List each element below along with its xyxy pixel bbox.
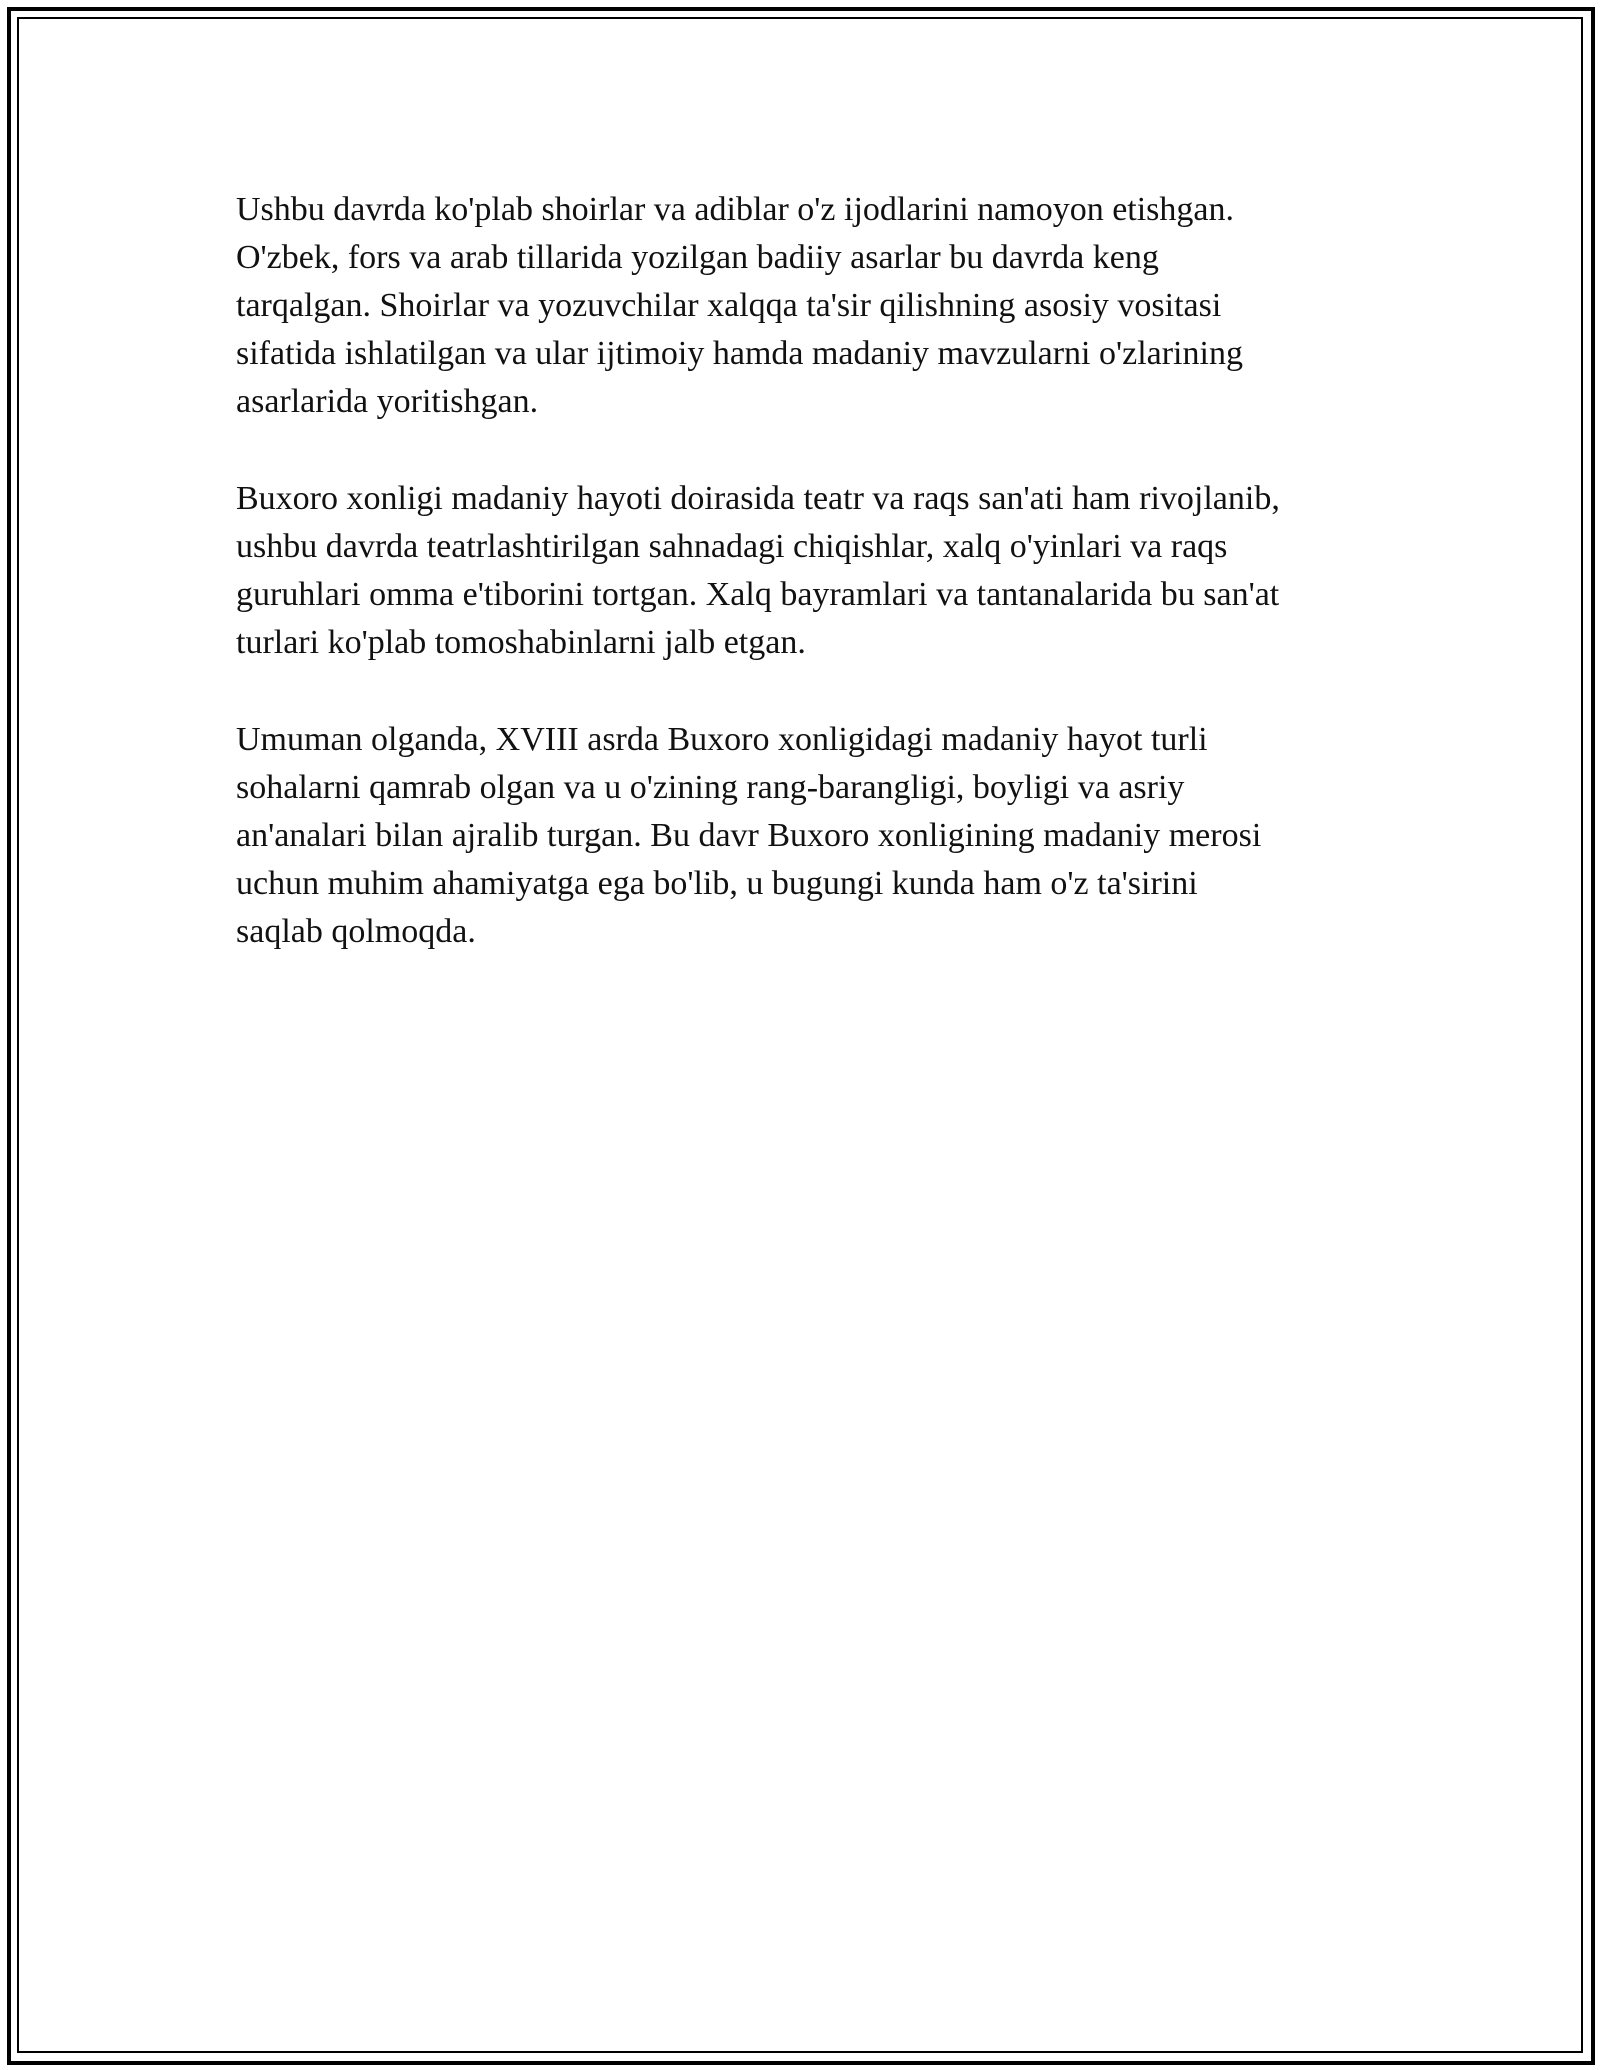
text-line: an'analari bilan ajralib turgan. Bu davr Buxoro xonligining madaniy merosi — [236, 817, 1262, 854]
paragraph — [236, 475, 1371, 667]
text-line: O'zbek, fors va arab tillarida yozilgan badiiy asarlar bu davrda keng — [236, 239, 1159, 276]
text-line: asarlarida yoritishgan. — [236, 383, 539, 420]
text-line: uchun muhim ahamiyatga ega bo'lib, u bugungi kunda ham o'z ta'sirini — [236, 865, 1198, 902]
paragraph — [236, 716, 1371, 956]
text-line: tarqalgan. Shoirlar va yozuvchilar xalqqa ta'sir qilishning asosiy vositasi — [236, 287, 1222, 324]
text-line: sifatida ishlatilgan va ular ijtimoiy hamda madaniy mavzularni o'zlarining — [236, 335, 1243, 372]
text-line: sohalarni qamrab olgan va u o'zining rang-barangligi, boyligi va asriy — [236, 769, 1185, 806]
document-body — [236, 186, 1371, 1005]
text-line: turlari ko'plab tomoshabinlarni jalb etgan. — [236, 624, 806, 661]
text-line: Buxoro xonligi madaniy hayoti doirasida teatr va raqs san'ati ham rivojlanib, — [236, 480, 1280, 517]
text-line: ushbu davrda teatrlashtirilgan sahnadagi chiqishlar, xalq o'yinlari va raqs — [236, 528, 1228, 565]
text-line: guruhlari omma e'tiborini tortgan. Xalq bayramlari va tantanalarida bu san'at — [236, 576, 1280, 613]
paragraph — [236, 186, 1371, 426]
text-line: Ushbu davrda ko'plab shoirlar va adiblar o'z ijodlarini namoyon etishgan. — [236, 191, 1235, 228]
text-line: saqlab qolmoqda. — [236, 913, 476, 950]
text-line: Umuman olganda, XVIII asrda Buxoro xonligidagi madaniy hayot turli — [236, 721, 1208, 758]
